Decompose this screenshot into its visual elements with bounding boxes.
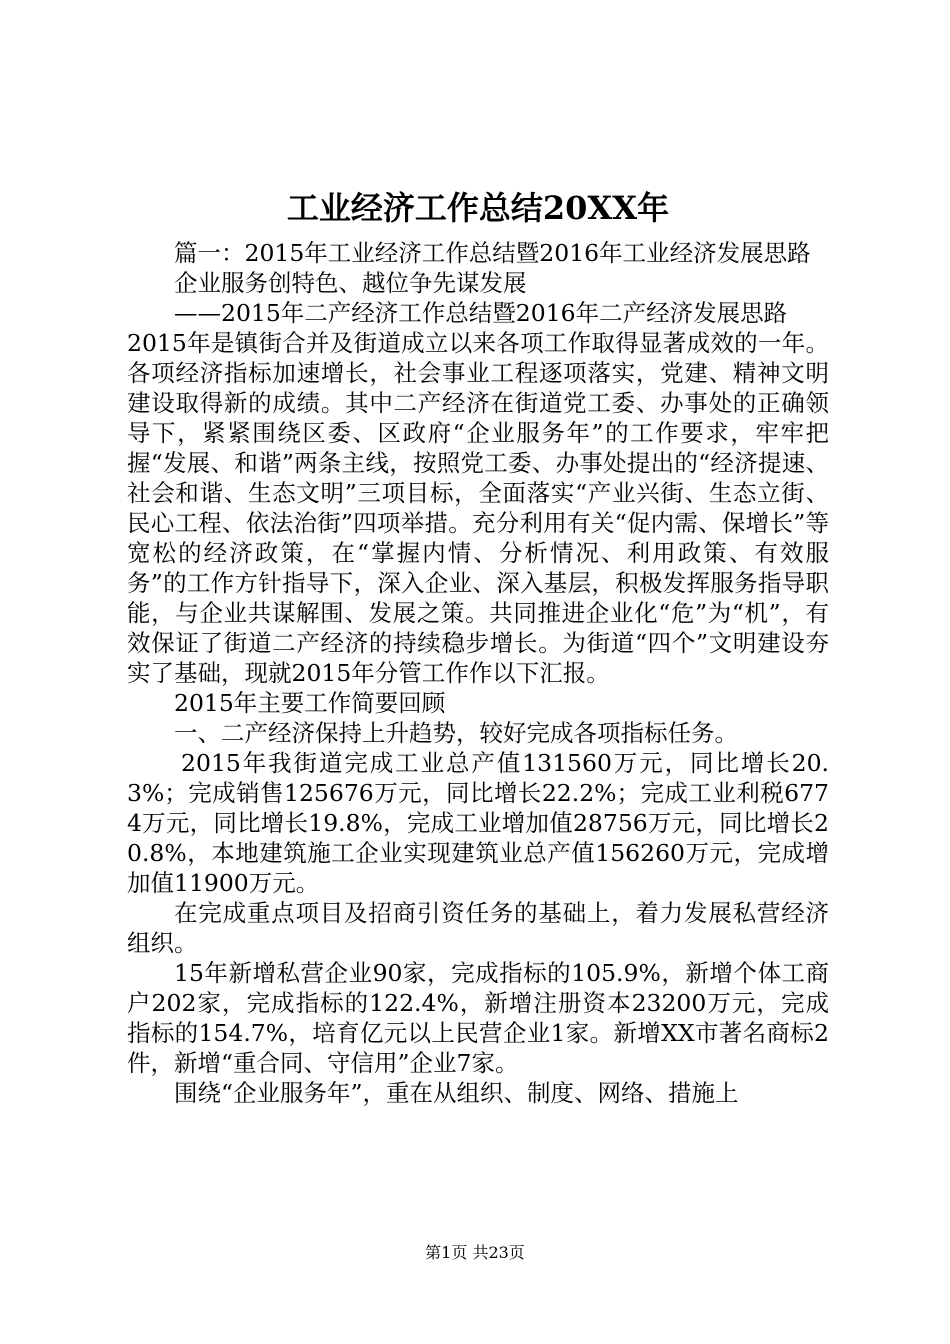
paragraph-service-year: 围绕“企业服务年”，重在从组织、制度、网络、措施上 — [174, 1079, 739, 1107]
paragraph-statistics: 2015年我街道完成工业总产值131560万元，同比增长20.3%；完成销售125676万元，同比增长22.2%；完成工业利税6774万元，同比增长19.8%，完成工业增加值28756万元，同比增长20.8%，本地建筑施工企业实现建筑业总产值156260万元，完成增加值11900万元。 — [127, 749, 829, 897]
paragraph-subtitle: 企业服务创特色、越位争先谋发展 — [174, 269, 527, 297]
paragraph-intro: 2015年是镇街合并及街道成立以来各项工作取得显著成效的一年。各项经济指标加速增长，社会事业工程逐项落实，党建、精神文明建设取得新的成绩。其中二产经济在街道党工委、办事处的正确领导下，紧紧围绕区委、区政府“企业服务年”的工作要求，牢牢把握“发展、和谐”两条主线，按照党工委、办事处提出的“经济提速、社会和谐、生态文明”三项目标，全面落实“产业兴街、生态立街、民心工程、依法治街”四项举措。充分利用有关“促内需、保增长”等宽松的经济政策，在“掌握内情、分析情况、利用政策、有效服务”的工作方针指导下，深入企业、深入基层，积极发挥服务指导职能，与企业共谋解围、发展之策。共同推进企业化“危”为“机”，有效保证了街道二产经济的持续稳步增长。为街道“四个”文明建设夯实了基础，现就2015年分管工作作以下汇报。 — [127, 329, 829, 687]
document-title: 工业经济工作总结20XX年 — [286, 189, 670, 227]
paragraph-item-one: 一、二产经济保持上升趋势，较好完成各项指标任务。 — [174, 719, 738, 747]
paragraph-chapter-heading: 篇一：2015年工业经济工作总结暨2016年工业经济发展思路 — [174, 239, 811, 267]
document-page — [127, 180, 829, 1108]
paragraph-private-economy: 在完成重点项目及招商引资任务的基础上，着力发展私营经济组织。 — [127, 899, 829, 957]
paragraph-section-heading: 2015年主要工作简要回顾 — [174, 689, 446, 717]
paragraph-subheading: ——2015年二产经济工作总结暨2016年二产经济发展思路 — [174, 299, 788, 327]
page-number-footer: 第1页 共23页 — [425, 1243, 525, 1262]
paragraph-new-enterprises: 15年新增私营企业90家，完成指标的105.9%，新增个体工商户202家，完成指标的122.4%，新增注册资本23200万元，完成指标的154.7%，培育亿元以上民营企业1家。新增XX市著名商标2件，新增“重合同、守信用”企业7家。 — [127, 959, 829, 1077]
